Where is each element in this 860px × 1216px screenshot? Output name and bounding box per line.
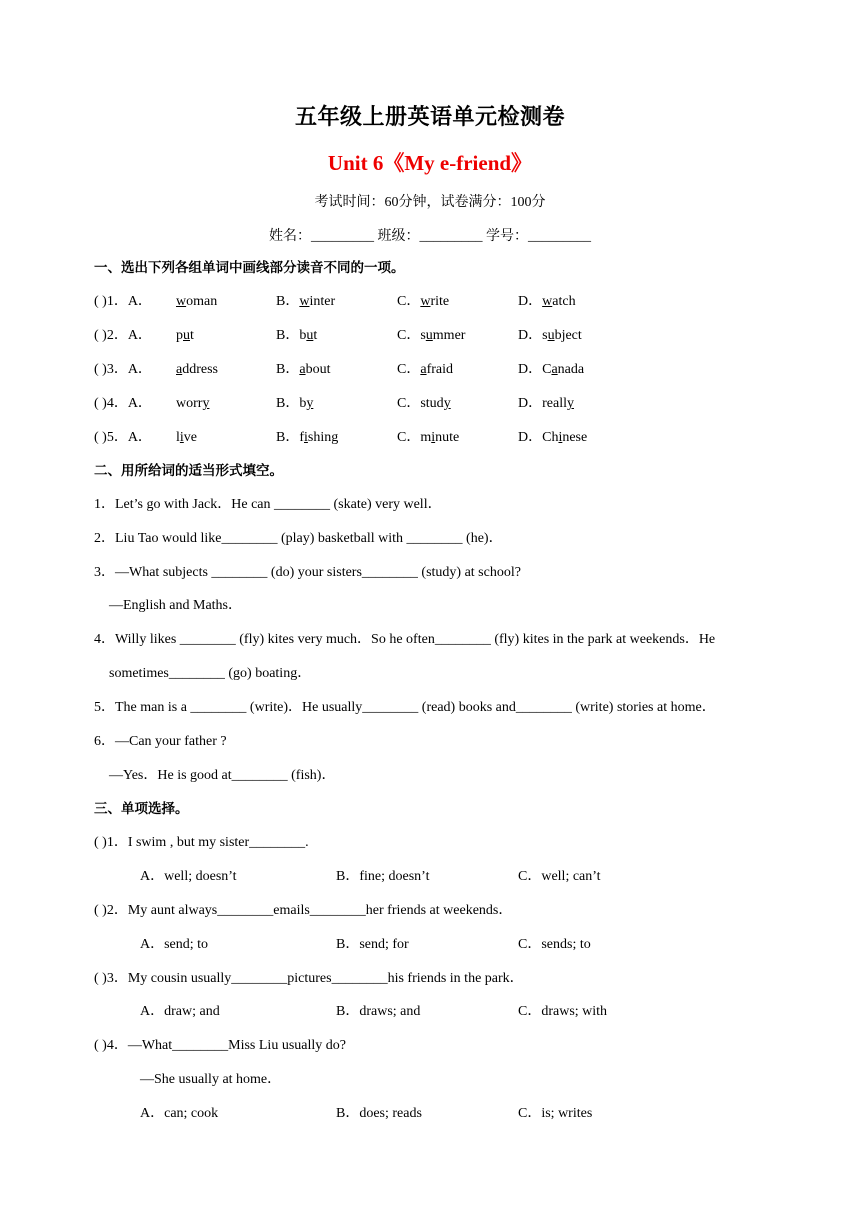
underlined-letters: y: [566, 396, 574, 411]
underlined-letters: i: [179, 430, 184, 445]
mc-option: C．is; writes: [518, 1106, 593, 1121]
underlined-letters: y: [306, 396, 314, 411]
student-info: 姓名：_________ 班级：_________ 学号：_________: [269, 229, 591, 244]
option-c-word: C．minute: [397, 430, 460, 445]
mc-question-2: ( )2．My aunt always________emails________her friends at weekends．: [94, 903, 513, 918]
option-d-word: D．Canada: [518, 362, 585, 377]
option-d-word: D．watch: [518, 294, 576, 309]
underlined-letters: i: [304, 430, 308, 445]
option-c-word: C．afraid: [397, 362, 453, 377]
underlined-letters: u: [425, 328, 433, 343]
underlined-letters: w: [176, 294, 187, 309]
mc-option: B．fine; doesn’t: [336, 869, 430, 884]
option-c-word: C．study: [397, 396, 451, 411]
option-b-word: B．winter: [276, 294, 336, 309]
underlined-letters: i: [558, 430, 563, 445]
mc-option: A．draw; and: [140, 1004, 220, 1019]
underlined-letters: w: [420, 294, 431, 309]
option-d-word: D．subject: [518, 328, 582, 343]
underlined-letters: u: [306, 328, 314, 343]
underlined-letters: u: [547, 328, 555, 343]
phonics-question-number: ( )2．A．: [94, 328, 152, 343]
section1-heading: 一、选出下列各组单词中画线部分读音不同的一项。: [94, 260, 405, 276]
mc-option: B．does; reads: [336, 1106, 422, 1121]
option-a-word: address: [176, 362, 218, 377]
page-title: 五年级上册英语单元检测卷: [294, 105, 565, 130]
underlined-letters: a: [551, 362, 558, 377]
fill-line-6: 6．—Can your father ?: [94, 734, 227, 749]
option-d-word: D．Chinese: [518, 430, 588, 445]
underlined-letters: i: [431, 430, 436, 445]
option-a-word: live: [176, 430, 197, 445]
underlined-letters: u: [183, 328, 190, 343]
fill-line-3: 3．—What subjects ________ (do) your sisters________ (study) at school?: [94, 565, 521, 580]
fill-line-6-answer: —Yes．He is good at________ (fish)．: [109, 768, 336, 783]
mc-option: A．can; cook: [140, 1106, 219, 1121]
fill-line-3-answer: —English and Maths．: [109, 598, 242, 613]
mc-option: C．well; can’t: [518, 869, 601, 884]
option-a-word: woman: [176, 294, 218, 309]
phonics-question-number: ( )4．A．: [94, 396, 152, 411]
mc-option: C．sends; to: [518, 937, 591, 952]
option-b-word: B．by: [276, 396, 314, 411]
phonics-question-number: ( )5．A．: [94, 430, 152, 445]
fill-line-5: 5．The man is a ________ (write)．He usually________ (read) books and________ (write) stories at home．: [94, 700, 716, 715]
underlined-letters: a: [299, 362, 306, 377]
mc-question-1: ( )1．I swim , but my sister________.: [94, 835, 309, 850]
underlined-letters: y: [202, 396, 210, 411]
mc-question-3: ( )3．My cousin usually________pictures________his friends in the park．: [94, 971, 524, 986]
mc-option: B．draws; and: [336, 1004, 421, 1019]
underlined-letters: w: [299, 294, 310, 309]
phonics-question-number: ( )1．A．: [94, 294, 152, 309]
option-b-word: B．fishing: [276, 430, 339, 445]
option-c-word: C．write: [397, 294, 450, 309]
option-a-word: worry: [176, 396, 210, 411]
mc-question-4-answer: —She usually at home．: [140, 1072, 282, 1087]
exam-info: 考试时间：60分钟，试卷满分：100分: [314, 195, 546, 210]
underlined-letters: w: [542, 294, 553, 309]
mc-option: C．draws; with: [518, 1004, 608, 1019]
section2-heading: 二、用所给词的适当形式填空。: [94, 463, 283, 479]
fill-line-4-cont: sometimes________ (go) boating．: [109, 666, 312, 681]
option-c-word: C．summer: [397, 328, 466, 343]
fill-line-2: 2．Liu Tao would like________ (play) basketball with ________ (he)．: [94, 531, 503, 546]
mc-option: A．well; doesn’t: [140, 869, 237, 884]
option-a-word: put: [176, 328, 194, 343]
underlined-letters: a: [420, 362, 427, 377]
mc-question-4: ( )4．—What________Miss Liu usually do?: [94, 1038, 346, 1053]
fill-line-1: 1．Let’s go with Jack．He can ________ (skate) very well．: [94, 497, 442, 512]
underlined-letters: a: [176, 362, 183, 377]
option-d-word: D．really: [518, 396, 574, 411]
option-b-word: B．but: [276, 328, 318, 343]
option-b-word: B．about: [276, 362, 331, 377]
mc-option: B．send; for: [336, 937, 409, 952]
fill-line-4: 4．Willy likes ________ (fly) kites very much．So he often________ (fly) kites in the park at weekends．He: [94, 632, 716, 647]
underlined-letters: y: [443, 396, 451, 411]
unit-subtitle: Unit 6《My e-friend》: [327, 151, 533, 175]
phonics-question-number: ( )3．A．: [94, 362, 152, 377]
section3-heading: 三、单项选择。: [94, 801, 189, 817]
mc-option: A．send; to: [140, 937, 209, 952]
